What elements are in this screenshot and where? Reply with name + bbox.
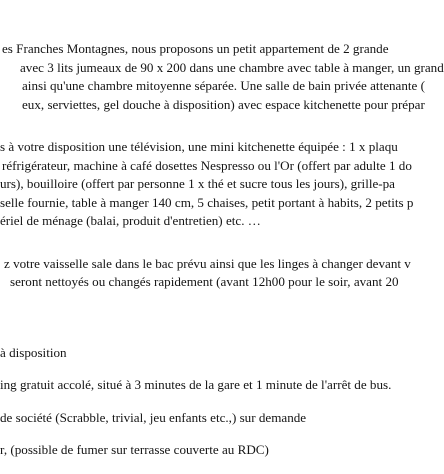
- text-line: z votre vaisselle sale dans le bac prévu ainsi que les linges à changer devant v: [4, 255, 411, 271]
- text-line: eux, serviettes, gel douche à disposition) avec espace kitchenette pour prépar: [22, 96, 425, 112]
- list-item: r, (possible de fumer sur terrasse couverte au RDC): [0, 442, 269, 457]
- text-line: ainsi qu'une chambre mitoyenne séparée. Une salle de bain privée attenante (: [22, 78, 426, 93]
- list-item: à disposition: [0, 344, 67, 360]
- text-line: s à votre disposition une télévision, une mini kitchenette équipée : 1 x plaqu: [0, 139, 398, 154]
- document-text: [0, 40, 444, 474]
- list-item: ing gratuit accolé, situé à 3 minutes de la gare et 1 minute de l'arrêt de bus.: [0, 377, 392, 392]
- text-line: avec 3 lits jumeaux de 90 x 200 dans une chambre avec table à manger, un grand: [20, 59, 444, 75]
- text-line: réfrigérateur, machine à café dosettes Nespresso ou l'Or (offert par adulte 1 do: [2, 157, 412, 173]
- paragraph-dishes: [0, 255, 440, 292]
- paragraph-intro: [0, 40, 444, 114]
- text-line: selle fournie, table à manger 140 cm, 5 chaises, petit portant à habits, 2 petits p: [0, 194, 414, 210]
- list-item: de société (Scrabble, trivial, jeu enfants etc.,) sur demande: [0, 409, 307, 425]
- text-line: es Franches Montagnes, nous proposons un petit appartement de 2 grande: [2, 41, 389, 56]
- text-line: ériel de ménage (balai, produit d'entretien) etc. …: [0, 213, 261, 228]
- paragraph-equipment: [0, 138, 440, 231]
- amenities-list: [0, 344, 440, 460]
- text-line: urs), bouilloire (offert par personne 1 x thé et sucre tous les jours), grille-pa: [0, 176, 395, 191]
- text-line: seront nettoyés ou changés rapidement (avant 12h00 pour le soir, avant 20: [10, 274, 399, 289]
